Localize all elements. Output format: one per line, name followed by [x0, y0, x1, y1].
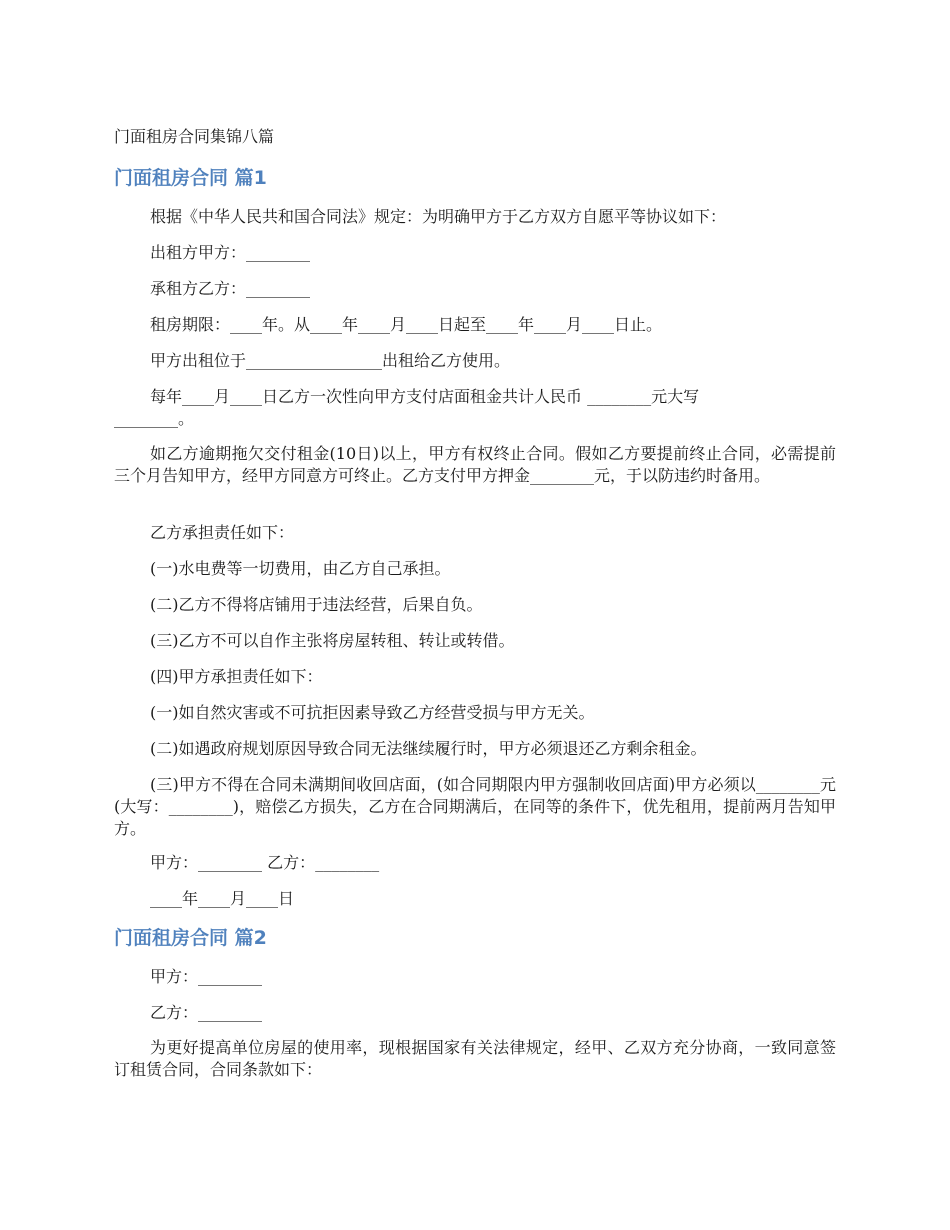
s1-paragraph-1: 根据《中华人民共和国合同法》规定：为明确甲方于乙方双方自愿平等协议如下： — [150, 207, 727, 226]
s2-paragraph-2: 乙方：________ — [150, 1003, 263, 1022]
s1-signatures: 甲方：________ 乙方：________ — [150, 853, 380, 872]
section-2-heading: 门面租房合同 篇2 — [114, 927, 267, 949]
s1-paragraph-9: (一)水电费等一切费用，由乙方自己承担。 — [150, 559, 451, 578]
s1-paragraph-10: (二)乙方不得将店铺用于违法经营，后果自负。 — [150, 595, 483, 614]
s1-date: ____年____月____日 — [150, 889, 295, 908]
s1-paragraph-11: (三)乙方不可以自作主张将房屋转租、转让或转借。 — [150, 631, 515, 650]
s1-paragraph-5: 甲方出租位于_________________出租给乙方使用。 — [150, 351, 511, 370]
s1-paragraph-3: 承租方乙方：________ — [150, 279, 311, 298]
section-1-heading: 门面租房合同 篇1 — [114, 167, 267, 189]
document-title: 门面租房合同集锦八篇 — [114, 127, 275, 146]
s1-paragraph-8: 乙方承担责任如下： — [150, 523, 295, 542]
s2-paragraph-1: 甲方：________ — [150, 967, 263, 986]
s1-paragraph-7: 如乙方逾期拖欠交付租金(10日)以上，甲方有权终止合同。假如乙方要提前终止合同，必需提前三个月告知甲方，经甲方同意方可终止。乙方支付甲方押金________元，于以防违约时备用。 — [114, 444, 836, 485]
s2-paragraph-3: 为更好提高单位房屋的使用率，现根据国家有关法律规定，经甲、乙双方充分协商，一致同意签订租赁合同，合同条款如下： — [114, 1038, 836, 1079]
s1-paragraph-2: 出租方甲方：________ — [150, 243, 311, 262]
s1-paragraph-12: (四)甲方承担责任如下： — [150, 667, 323, 686]
s1-paragraph-6: 每年____月____日乙方一次性向甲方支付店面租金共计人民币 ________元大写 ________。 — [114, 387, 700, 428]
s1-paragraph-14: (二)如遇政府规划原因导致合同无法继续履行时，甲方必须退还乙方剩余租金。 — [150, 739, 707, 758]
s1-paragraph-13: (一)如自然灾害或不可抗拒因素导致乙方经营受损与甲方无关。 — [150, 703, 595, 722]
s1-paragraph-4: 租房期限：____年。从____年____月____日起至____年____月____日止。 — [150, 315, 663, 334]
s1-paragraph-15: (三)甲方不得在合同未满期间收回店面，(如合同期限内甲方强制收回店面)甲方必须以________元(大写：________)，赔偿乙方损失，乙方在合同期满后，在同等的条件下，优先租用，提前两月告知甲方。 — [114, 775, 836, 838]
